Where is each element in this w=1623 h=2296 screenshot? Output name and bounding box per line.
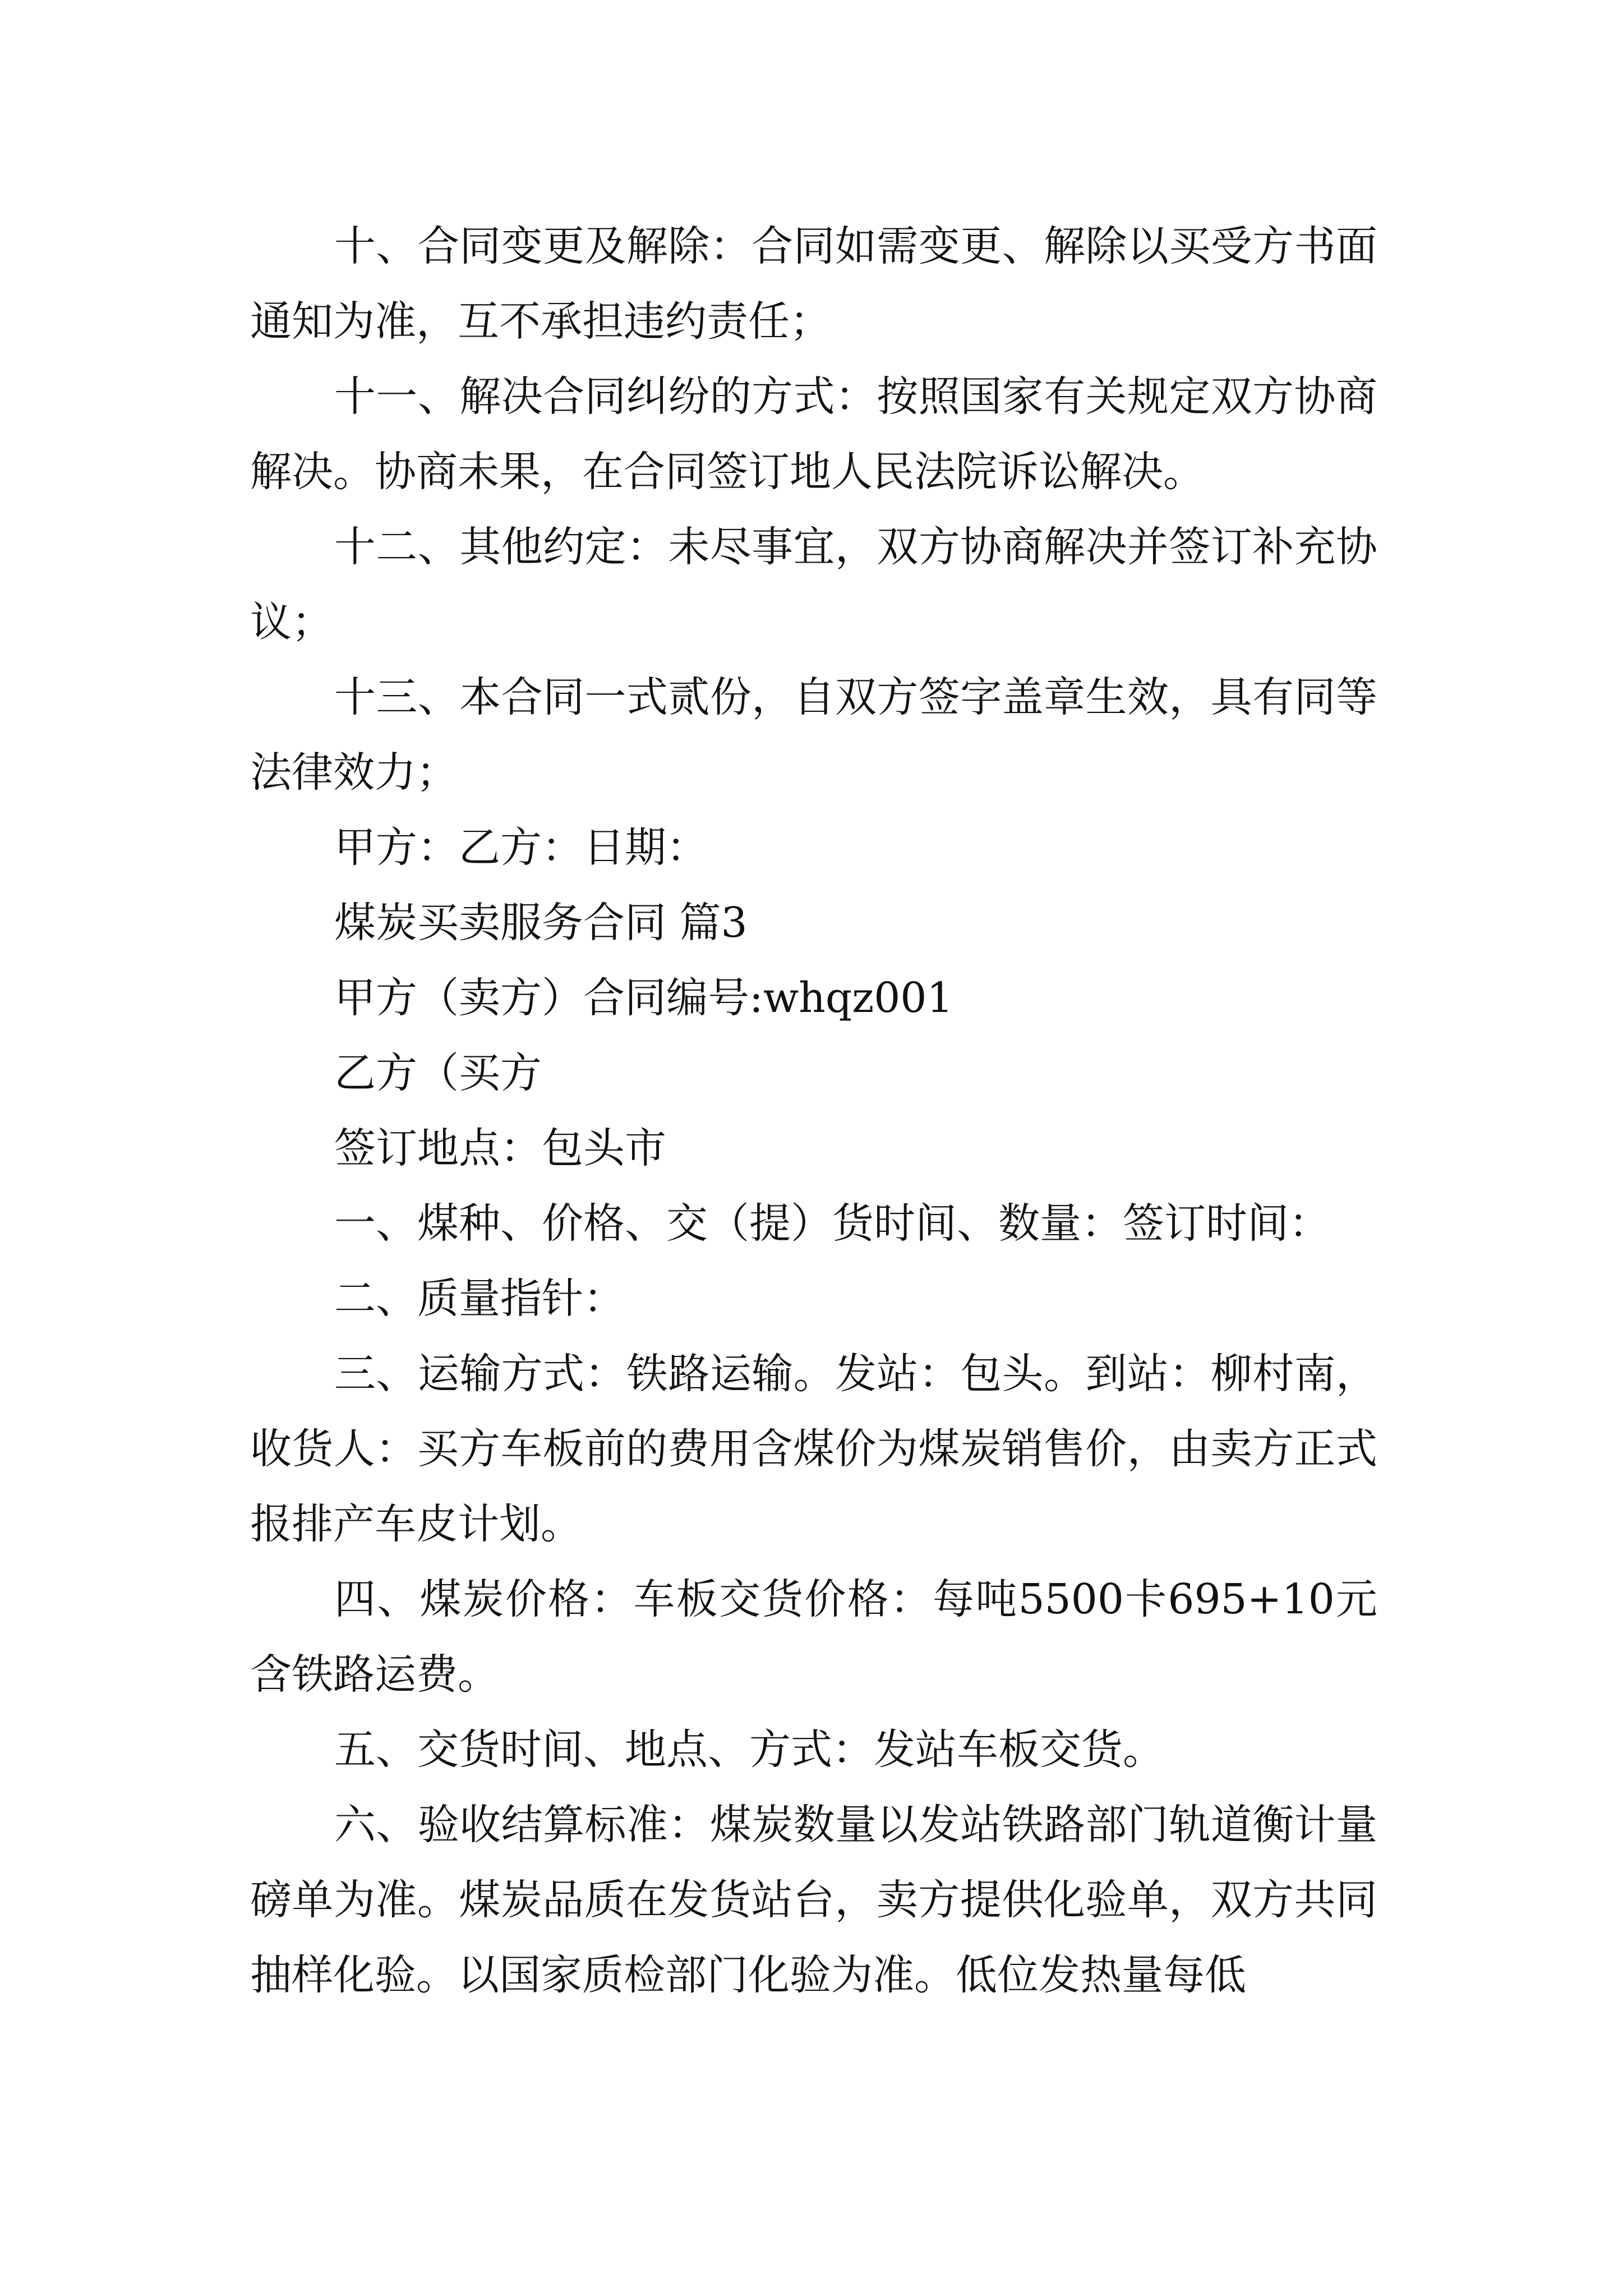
party-b-line: 乙方（买方: [334, 1049, 542, 1097]
signature-line: 甲方：乙方：日期：: [334, 823, 708, 872]
clause-6-paragraph: 六、验收结算标准：煤炭数量以发站铁路部门轨道衡计量磅单为准。煤炭品质在发货站台，卖方提供化验单，双方共同抽样化验。以国家质检部门化验为准。低位发热量每低: [250, 1801, 1377, 1999]
clause-2-paragraph: 二、质量指针：: [334, 1274, 625, 1323]
signing-location-line: 签订地点：包头市: [334, 1124, 666, 1172]
clause-1-paragraph: 一、煤种、价格、交（提）货时间、数量：签订时间：: [334, 1199, 1330, 1248]
clause-3-paragraph: 三、运输方式：铁路运输。发站：包头。到站：柳村南，收货人：买方车板前的费用含煤价为煤炭销售价，由卖方正式报排产车皮计划。: [250, 1350, 1377, 1548]
contract-section-title: 煤炭买卖服务合同 篇3: [334, 899, 748, 947]
clause-13-paragraph: 十三、本合同一式贰份，自双方签字盖章生效，具有同等法律效力；: [250, 673, 1377, 797]
party-a-line: 甲方（卖方）合同编号:whqz001: [334, 974, 953, 1022]
clause-11-paragraph: 十一、解决合同纠纷的方式：按照国家有关规定双方协商解决。协商未果，在合同签订地人民法院诉讼解决。: [250, 372, 1377, 496]
clause-5-paragraph: 五、交货时间、地点、方式：发站车板交货。: [334, 1726, 1164, 1774]
clause-12-paragraph: 十二、其他约定：未尽事宜，双方协商解决并签订补充协议；: [250, 523, 1377, 646]
clause-4-paragraph: 四、煤炭价格：车板交货价格：每吨5500卡695+10元含铁路运费。: [250, 1575, 1377, 1699]
clause-10-paragraph: 十、合同变更及解除：合同如需变更、解除以买受方书面通知为准，互不承担违约责任；: [250, 222, 1377, 346]
document-body: [250, 209, 1377, 2013]
